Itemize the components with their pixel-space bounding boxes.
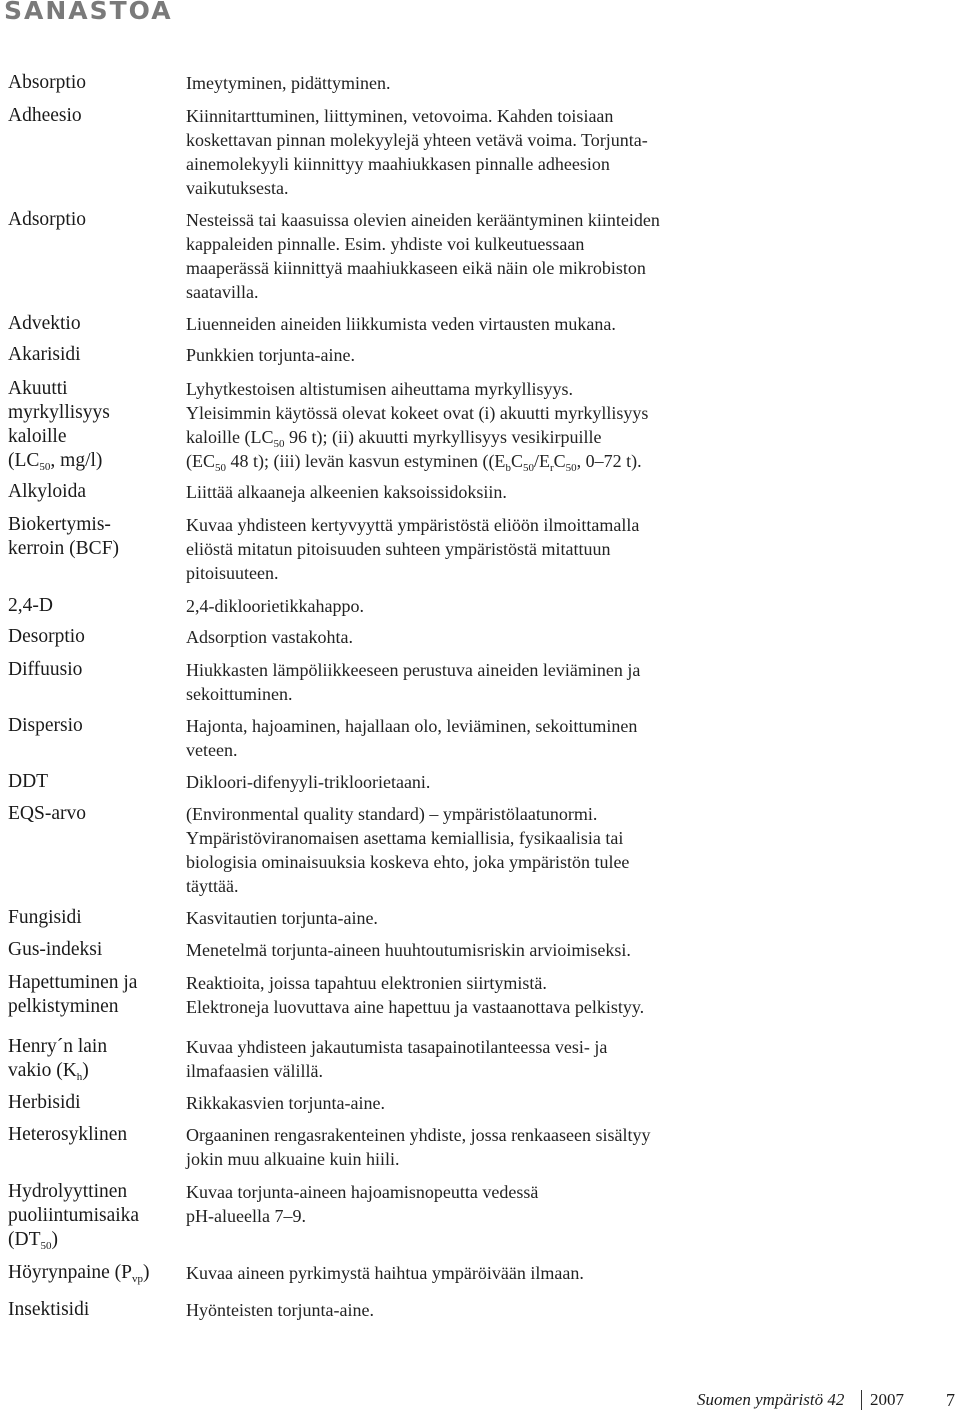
page-number: 7 bbox=[946, 1390, 955, 1410]
glossary-term: Desorptio bbox=[8, 626, 85, 647]
glossary-definition: Menetelmä torjunta-aineen huuhtoutumisriskin arvioimiseksi. bbox=[186, 940, 631, 960]
glossary-term: Adsorptio bbox=[8, 209, 86, 230]
glossary-definition: Kuvaa yhdisteen kertyvyyttä ympäristöstä eliöön ilmoittamalla eliöstä mitatun pitoisuuden suhteen ympäristöstä mitattuun pitoisuuteen. bbox=[186, 515, 640, 583]
glossary-definition: Punkkien torjunta-aine. bbox=[186, 345, 355, 365]
publication-year: 2007 bbox=[870, 1390, 904, 1409]
glossary-definition: Kasvitautien torjunta-aine. bbox=[186, 908, 378, 928]
glossary-term: Biokertymis- kerroin (BCF) bbox=[8, 514, 120, 559]
glossary-definition: Lyhytkestoisen altistumisen aiheuttama myrkyllisyys. Yleisimmin käytössä olevat kokeet ovat (i) akuutti myrkyllisyys kaloille ($LC_{50}$ 96 t); (ii) akuutti myrkyllisyys vesikirpuille ($EC_{50}$ 48 t); (iii) levän kasvun estyminen (($E_bC_{50}/E_rC_{50}$, 0–72 t). bbox=[186, 379, 649, 474]
glossary-term: Diffuusio bbox=[8, 659, 83, 680]
glossary-term: Advektio bbox=[8, 313, 81, 334]
glossary-definition: Hiukkasten lämpöliikkeeseen perustuva aineiden leviäminen ja sekoittuminen. bbox=[186, 660, 641, 704]
glossary-definition: Hyönteisten torjunta-aine. bbox=[186, 1300, 374, 1320]
glossary-definition: 2,4-dikloorietikkahappo. bbox=[186, 596, 364, 616]
glossary-definition: Nesteissä tai kaasuissa olevien aineiden kerääntyminen kiinteiden kappaleiden pinnalle. Esim. yhdiste voi kulkeutuessaan maaperässä kiinnittyä maahiukkaseen eikä näin ole mikrobiston saatavilla. bbox=[186, 210, 660, 302]
glossary-term: Heterosyklinen bbox=[8, 1124, 128, 1145]
glossary-definition: Liuenneiden aineiden liikkumista veden virtausten mukana. bbox=[186, 314, 616, 334]
glossary-term: Alkyloida bbox=[8, 481, 86, 502]
page-title: SANASTOA bbox=[4, 0, 173, 25]
glossary-term: Absorptio bbox=[8, 72, 86, 93]
glossary-definition: Kuvaa yhdisteen jakautumista tasapainotilanteessa vesi- ja ilmafaasien välillä. bbox=[186, 1037, 608, 1081]
glossary-definition: Rikkakasvien torjunta-aine. bbox=[186, 1093, 385, 1113]
glossary-definition: Adsorption vastakohta. bbox=[186, 627, 353, 647]
publication-name: Suomen ympäristö 42 bbox=[697, 1390, 845, 1409]
glossary-definition: Kuvaa aineen pyrkimystä haihtua ympäröivään ilmaan. bbox=[186, 1263, 584, 1283]
glossary-definition: Reaktioita, joissa tapahtuu elektronien siirtymistä. Elektroneja luovuttava aine hapettuu ja vastaanottava pelkistyy. bbox=[186, 973, 645, 1017]
glossary-definition: Orgaaninen rengasrakenteinen yhdiste, jossa renkaaseen sisältyy jokin muu alkuaine kuin hiili. bbox=[186, 1125, 651, 1169]
glossary-definition: Kuvaa torjunta-aineen hajoamisnopeutta vedessä pH-alueella 7–9. bbox=[186, 1182, 539, 1226]
glossary-definition: Dikloori-difenyyli-trikloorietaani. bbox=[186, 772, 431, 792]
glossary-term: Akarisidi bbox=[8, 344, 81, 365]
page-footer bbox=[0, 1390, 960, 1412]
glossary-definition: Hajonta, hajoaminen, hajallaan olo, leviäminen, sekoittuminen veteen. bbox=[186, 716, 638, 760]
glossary-term: Hydrolyyttinen puoliintumisaika $(DT_{50})$ bbox=[8, 1181, 140, 1252]
glossary-term: Höyrynpaine $(P_{vp})$ bbox=[8, 1262, 150, 1285]
glossary-term: Gus-indeksi bbox=[8, 939, 103, 960]
glossary-term: Insektisidi bbox=[8, 1299, 90, 1320]
glossary-term: Henry´n lain vakio $(K_h)$ bbox=[8, 1036, 108, 1083]
glossary-term: Hapettuminen ja pelkistyminen bbox=[8, 972, 138, 1017]
glossary-definition: Imeytyminen, pidättyminen. bbox=[186, 73, 391, 93]
glossary-term: Adheesio bbox=[8, 105, 82, 126]
footer-divider bbox=[861, 1390, 862, 1410]
glossary-term: Fungisidi bbox=[8, 907, 82, 928]
glossary-definition: Kiinnitarttuminen, liittyminen, vetovoima. Kahden toisiaan koskettavan pinnan molekyylejä yhteen vetävä voima. Torjunta- ainemolekyyli kiinnittyy maahiukkasen pinnalle adheesion vaikutuksesta. bbox=[186, 106, 648, 198]
glossary-term: Herbisidi bbox=[8, 1092, 81, 1113]
glossary-term: Akuutti myrkyllisyys kaloille ($LC_{50}$, mg/l) bbox=[8, 378, 110, 473]
glossary-term: EQS-arvo bbox=[8, 803, 86, 824]
glossary-term: 2,4-D bbox=[8, 595, 53, 616]
glossary-definition: Liittää alkaaneja alkeenien kaksoissidoksiin. bbox=[186, 482, 507, 502]
glossary-term: DDT bbox=[8, 771, 49, 792]
glossary-term: Dispersio bbox=[8, 715, 83, 736]
glossary-definition: (Environmental quality standard) – ympäristölaatunormi. Ympäristöviranomaisen asettama kemiallisia, fysikaalisia tai biologisia ominaisuuksia koskeva ehto, joka ympäristön tulee täyttää. bbox=[186, 804, 630, 896]
